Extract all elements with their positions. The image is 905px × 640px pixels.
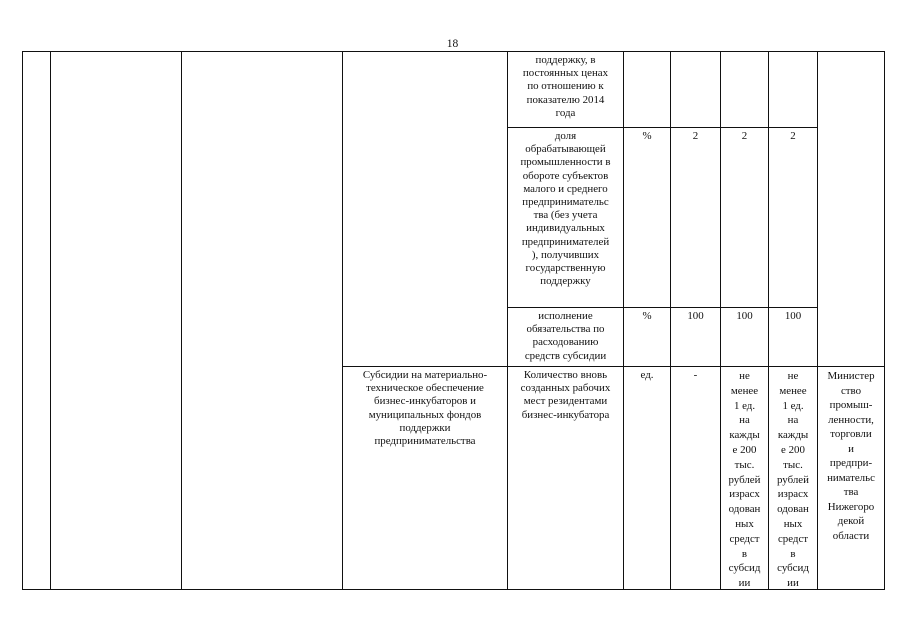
column-divider <box>342 51 343 590</box>
value-cell: не менее 1 ед. на кажды е 200 тыс. рублей израсх одован ных средст в субсид ии <box>777 370 809 590</box>
value-cell: не менее 1 ед. на кажды е 200 тыс. рублей израсх одован ных средст в субсид ии <box>728 370 761 590</box>
column-divider <box>50 51 51 590</box>
indicator-cell: доля обрабатывающей промышленности в обороте субъектов малого и среднего предпринимательс тва (без учета индивидуальных предпринимателей ), получивших государственную поддержку <box>520 130 611 288</box>
unit-cell: ед. <box>640 369 654 381</box>
value-cell: 2 <box>692 130 699 142</box>
row-divider <box>342 366 884 367</box>
row-divider <box>507 127 818 128</box>
unit-cell: % <box>642 130 652 142</box>
value-cell: 100 <box>736 310 753 322</box>
column-divider <box>181 51 182 590</box>
event-cell: Субсидии на материально- техническое обеспечение бизнес-инкубаторов и муниципальных фондов поддержки предпринимательства <box>362 369 488 448</box>
executor-cell: Министер ство промыш- ленности, торговли и предпри- нимательс тва Нижегоро декой области <box>827 370 875 542</box>
value-cell: 100 <box>687 310 704 322</box>
value-cell: 2 <box>741 130 748 142</box>
page-number: 18 <box>446 38 459 50</box>
value-cell: - <box>693 369 698 381</box>
unit-cell: % <box>642 310 652 322</box>
value-cell: 2 <box>790 130 796 142</box>
value-cell: 100 <box>784 310 802 322</box>
indicator-cell: Количество вновь созданных рабочих мест резидентами бизнес-инкубатора <box>520 369 611 421</box>
column-divider <box>884 51 885 590</box>
indicator-cell: поддержку, в постоянных ценах по отношению к показателю 2014 года <box>522 54 609 119</box>
row-divider <box>507 307 818 308</box>
indicator-cell: исполнение обязательства по расходованию средств субсидии <box>524 310 607 362</box>
column-divider <box>22 51 23 590</box>
table-border-top <box>22 51 884 52</box>
